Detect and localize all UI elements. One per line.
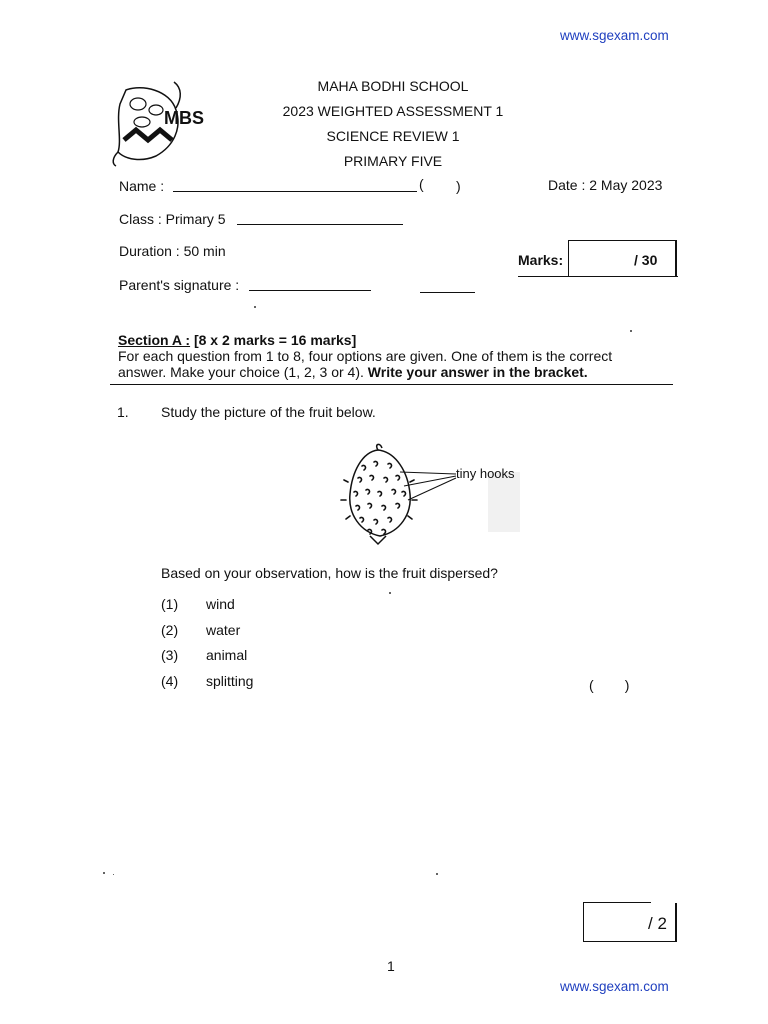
site-link-top[interactable]: www.sgexam.com bbox=[560, 28, 669, 43]
option-4-text: splitting bbox=[206, 673, 254, 689]
question-score: / 2 bbox=[648, 914, 667, 933]
marks-label: Marks: bbox=[518, 252, 564, 268]
figure-label-tiny-hooks: tiny hooks bbox=[456, 466, 515, 481]
school-name: MAHA BODHI SCHOOL bbox=[317, 78, 469, 94]
option-3-number: (3) bbox=[161, 647, 179, 663]
marks-underline bbox=[518, 276, 678, 277]
level-title: PRIMARY FIVE bbox=[343, 153, 443, 169]
option-3-text: animal bbox=[206, 647, 248, 663]
site-link-bottom[interactable]: www.sgexam.com bbox=[560, 979, 669, 994]
speck bbox=[113, 874, 114, 875]
class-field-line[interactable] bbox=[237, 224, 403, 225]
marks-box bbox=[568, 240, 677, 277]
option-2-number: (2) bbox=[161, 622, 179, 638]
option-2-text: water bbox=[206, 622, 241, 638]
instruction-line-1: For each question from 1 to 8, four options are given. One of them is the correct bbox=[118, 348, 613, 364]
option-1-text: wind bbox=[206, 596, 235, 612]
option-4-number: (4) bbox=[161, 673, 179, 689]
class-label: Class : Primary 5 bbox=[119, 211, 226, 227]
option-1-number: (1) bbox=[161, 596, 179, 612]
section-heading bbox=[118, 332, 356, 348]
school-logo bbox=[112, 80, 204, 166]
register-paren-open: ( bbox=[419, 176, 424, 192]
instruction-bold: Write your answer in the bracket. bbox=[367, 364, 588, 380]
assessment-title: 2023 WEIGHTED ASSESSMENT 1 bbox=[282, 103, 504, 119]
speck bbox=[389, 592, 391, 594]
speck bbox=[254, 306, 256, 308]
subject-title: SCIENCE REVIEW 1 bbox=[326, 128, 460, 144]
svg-text:MBS: MBS bbox=[164, 108, 204, 128]
speck bbox=[103, 872, 105, 874]
answer-bracket[interactable]: ( ) bbox=[589, 677, 630, 693]
speck bbox=[630, 330, 632, 332]
speck bbox=[436, 873, 438, 875]
parent-signature-label: Parent's signature : bbox=[119, 277, 240, 293]
instruction-plain: answer. Make your choice (1, 2, 3 or 4). bbox=[118, 364, 364, 380]
section-marks: [8 x 2 marks = 16 marks] bbox=[193, 332, 357, 348]
instruction-line-2 bbox=[118, 364, 588, 380]
signature-line-2[interactable] bbox=[420, 292, 475, 293]
marks-total: / 30 bbox=[634, 252, 658, 268]
page-number: 1 bbox=[387, 958, 395, 974]
question-number: 1. bbox=[117, 404, 129, 420]
signature-line-1[interactable] bbox=[249, 290, 371, 291]
date-label: Date : 2 May 2023 bbox=[548, 177, 663, 193]
question-prompt: Based on your observation, how is the fruit dispersed? bbox=[161, 565, 498, 581]
question-stem: Study the picture of the fruit below. bbox=[161, 404, 376, 420]
name-label: Name : bbox=[119, 178, 165, 194]
register-paren-close: ) bbox=[456, 178, 461, 194]
section-title: Section A : bbox=[118, 332, 191, 348]
name-field-line[interactable] bbox=[173, 191, 417, 192]
fruit-illustration bbox=[338, 442, 524, 546]
section-rule bbox=[110, 384, 673, 385]
duration-label: Duration : 50 min bbox=[119, 243, 226, 259]
